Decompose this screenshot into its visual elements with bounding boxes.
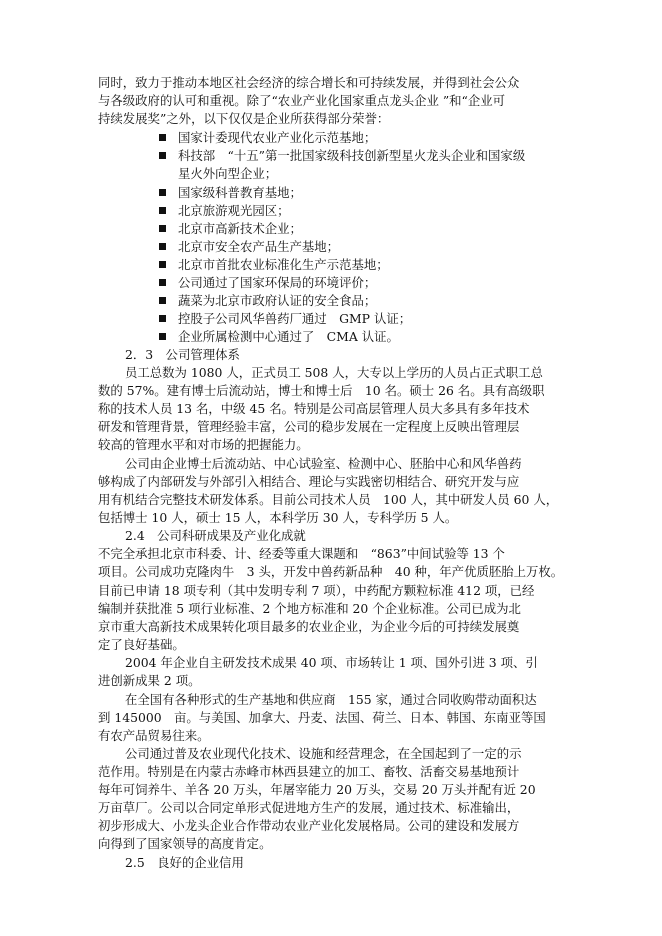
honor-item: 北京市首批农业标准化生产示范基地； xyxy=(178,257,389,272)
text-line: 数的 57%。建有博士后流动站，博士和博士后 10 名。硕士 26 名。具有高级职 xyxy=(98,383,545,398)
text-line: 万亩草厂。公司以合同定单形式促进地方生产的发展，通过技术、标准输出， xyxy=(98,800,520,815)
text-line: 进创新成果 2 项。 xyxy=(98,673,201,688)
text-line: 目前已申请 18 项专利（其中发明专利 7 项），中药配方颗粒标准 412 项，已经 xyxy=(98,583,535,598)
text-line: 每年可饲养牛、羊各 20 万头，年屠宰能力 20 万头，交易 20 万头并配有近 20 xyxy=(98,782,536,797)
honor-item: 蔬菜为北京市政府认证的安全食品； xyxy=(178,293,377,308)
text-line: 不完全承担北京市科委、计、经委等重大课题和 “863”中间试验等 13 个 xyxy=(98,546,505,561)
honor-item: 北京旅游观光园区； xyxy=(178,203,290,218)
text-line: 较高的管理水平和对市场的把握能力。 xyxy=(98,437,309,452)
honor-item: 公司通过了国家环保局的环境评价； xyxy=(178,275,377,290)
section-heading: 2.4 公司科研成果及产业化成就 xyxy=(125,528,306,543)
honor-item: 控股子公司风华兽药厂通过 GMP 认证； xyxy=(178,311,412,326)
text-line: 京市重大高新技术成果转化项目最多的农业企业，为企业今后的可持续发展奠 xyxy=(98,619,520,634)
text-line: 范作用。特别是在内蒙古赤峰市林西县建立的加工、畜牧、活畜交易基地预计 xyxy=(98,764,520,779)
honor-item-continued: 星火外向型企业； xyxy=(178,166,278,181)
text-line: 公司通过普及农业现代化技术、设施和经营理念，在全国起到了一定的示 xyxy=(125,746,522,761)
text-line: 包括博士 10 人，硕士 15 人，本科学历 30 人，专科学历 5 人。 xyxy=(98,510,458,525)
text-line: 称的技术人员 13 名，中级 45 名。特别是公司高层管理人员大多具有多年技术 xyxy=(98,401,530,416)
section-heading: 2．3 公司管理体系 xyxy=(125,347,240,362)
honor-item: 企业所属检测中心通过了 CMA 认证。 xyxy=(178,329,399,344)
text-line: 定了良好基础。 xyxy=(98,637,185,652)
text-line: 有农产品贸易往来。 xyxy=(98,728,210,743)
honor-item: 科技部 “十五”第一批国家级科技创新型星火龙头企业和国家级 xyxy=(178,148,526,163)
text-line: 项目。公司成功克隆肉牛 3 头，开发中兽药新品种 40 种，年产优质胚胎上万枚。 xyxy=(98,564,564,579)
text-line: 公司由企业博士后流动站、中心试验室、检测中心、胚胎中心和风华兽药 xyxy=(125,456,522,471)
text-line: 在全国有各种形式的生产基地和供应商 155 家，通过合同收购带动面积达 xyxy=(125,692,537,707)
text-line: 同时，致力于推动本地区社会经济的综合增长和可持续发展，并得到社会公众 xyxy=(98,75,520,90)
section-heading: 2.5 良好的企业信用 xyxy=(125,855,244,870)
honor-item: 国家级科普教育基地； xyxy=(178,185,302,200)
honor-item: 北京市高新技术企业； xyxy=(178,221,302,236)
text-line: 与各级政府的认可和重视。除了“农业产业化国家重点龙头企业 ”和“企业可 xyxy=(98,93,506,108)
text-line: 编制并获批准 5 项行业标准、2 个地方标准和 20 个企业标准。公司已成为北 xyxy=(98,601,521,616)
text-line: 初步形成大、小龙头企业合作带动农业产业化发展格局。公司的建设和发展方 xyxy=(98,818,520,833)
text-line: 到 145000 亩。与美国、加拿大、丹麦、法国、荷兰、日本、韩国、东南亚等国 xyxy=(98,710,546,725)
text-line: 持续发展奖”之外，以下仅仅是企业所获得部分荣誉： xyxy=(98,111,390,126)
honor-item: 国家计委现代农业产业化示范基地； xyxy=(178,130,377,145)
honor-item: 北京市安全农产品生产基地； xyxy=(178,239,340,254)
text-line: 向得到了国家领导的高度肯定。 xyxy=(98,836,272,851)
text-line: 2004 年企业自主研发技术成果 40 项、市场转让 1 项、国外引进 3 项、引 xyxy=(125,655,538,670)
text-line: 够构成了内部研发与外部引入相结合、理论与实践密切相结合、研究开发与应 xyxy=(98,474,520,489)
text-line: 员工总数为 1080 人，正式员工 508 人，大专以上学历的人员占正式职工总 xyxy=(125,365,543,380)
text-line: 用有机结合完整技术研发体系。目前公司技术人员 100 人，其中研发人员 60 人， xyxy=(98,492,559,507)
text-line: 研发和管理背景，管理经验丰富，公司的稳步发展在一定程度上反映出管理层 xyxy=(98,419,520,434)
